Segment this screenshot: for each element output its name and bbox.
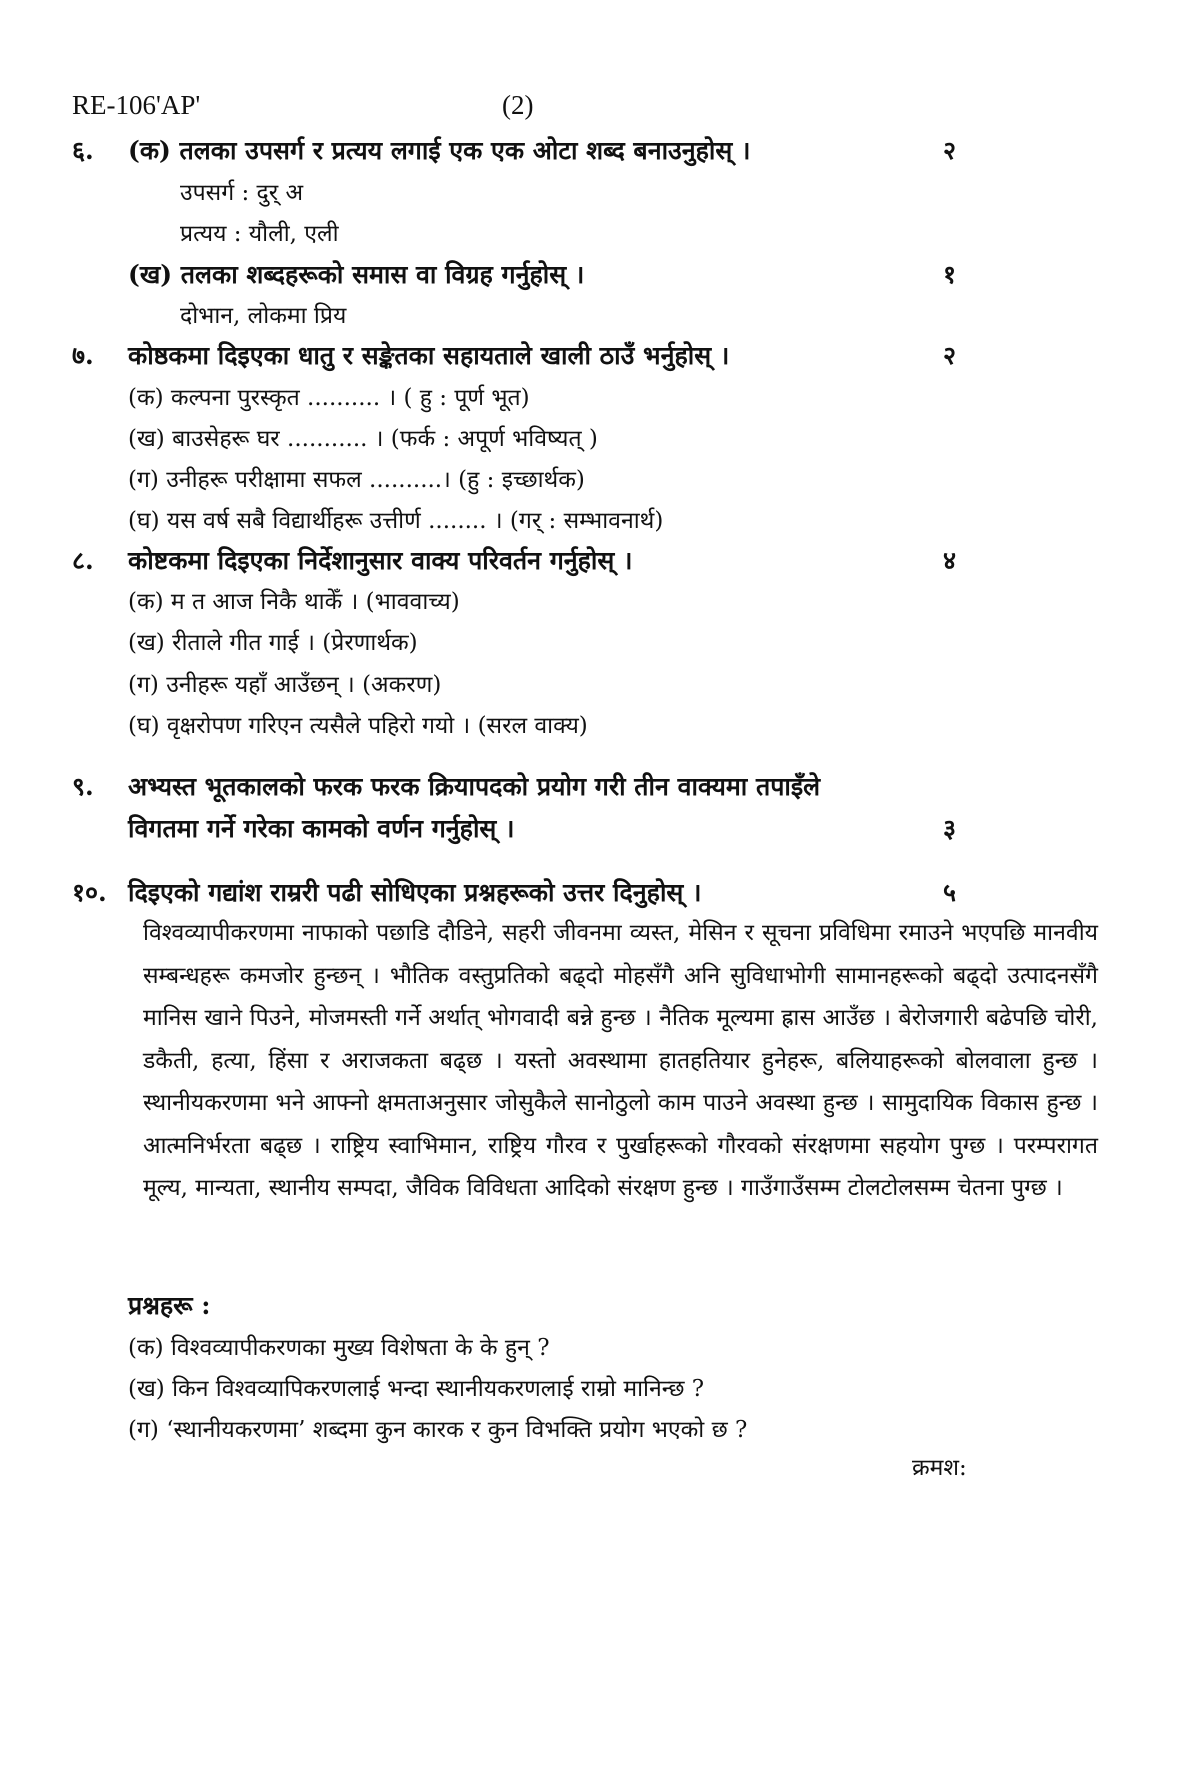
q8-number: ८. <box>72 546 94 575</box>
q10-question: (क) विश्वव्यापीकरणका मुख्य विशेषता के के हुन् ? <box>128 1335 550 1361</box>
page-number: (2) <box>502 90 534 120</box>
q6-kha-title: (ख) तलका शब्दहरूको समास वा विग्रह गर्नुहोस् । <box>128 260 585 289</box>
q8-item: (ग) उनीहरू यहाँ आउँछन् । (अकरण) <box>128 672 442 698</box>
q8-title: कोष्टकमा दिइएका निर्देशानुसार वाक्य परिवर्तन गर्नुहोस् । <box>128 546 633 575</box>
q7-item: (ख) बाउसेहरू घर ........... । (फर्क : अपूर्ण भविष्यत् ) <box>128 426 598 452</box>
q10-question: (ख) किन विश्वव्यापिकरणलाई भन्दा स्थानीयकरणलाई राम्रो मानिन्छ ? <box>128 1376 705 1402</box>
q6-ka-title: (क) तलका उपसर्ग र प्रत्यय लगाई एक एक ओटा शब्द बनाउनुहोस् । <box>128 136 751 165</box>
q7-number: ७. <box>72 341 94 370</box>
q10-question: (ग) ‘स्थानीयकरणमा’ शब्दमा कुन कारक र कुन विभक्ति प्रयोग भएको छ ? <box>128 1417 748 1443</box>
q10-number: १०. <box>72 878 107 907</box>
exam-code: RE-106'AP' <box>72 90 201 120</box>
q9-marks: ३ <box>943 814 957 843</box>
q7-item: (क) कल्पना पुरस्कृत .......... । ( हु : पूर्ण भूत) <box>128 385 530 411</box>
q8-item: (क) म त आज निकै थाकेँ । (भाववाच्य) <box>128 589 460 615</box>
q7-item: (ग) उनीहरू परीक्षामा सफल ..........। (हु : इच्छार्थक) <box>128 467 585 493</box>
q7-item: (घ) यस वर्ष सबै विद्यार्थीहरू उत्तीर्ण ........ । (गर् : सम्भावनार्थ) <box>128 508 664 534</box>
q6-pratyay: प्रत्यय : यौली, एली <box>180 221 339 247</box>
q9-line1: अभ्यस्त भूतकालको फरक फरक क्रियापदको प्रयोग गरी तीन वाक्यमा तपाइँले <box>128 772 821 801</box>
q10-title: दिइएको गद्यांश राम्ररी पढी सोधिएका प्रश्नहरूको उत्तर दिनुहोस् । <box>128 878 702 907</box>
q8-item: (ख) रीताले गीत गाई । (प्रेरणार्थक) <box>128 630 418 656</box>
q10-passage: विश्वव्यापीकरणमा नाफाको पछाडि दौडिने, सहरी जीवनमा व्यस्त, मेसिन र सूचना प्रविधिमा रमाउने भएपछि मानवीय सम्बन्धहरू कमजोर हुन्छन् । भौतिक वस्तुप्रतिको बढ्दो मोहसँगै अनि सुविधाभोगी सामानहरूको बढ्दो उत्पादनसँगै मानिस खाने पिउने, मोजमस्ती गर्ने अर्थात् भोगवादी बन्ने हुन्छ । नैतिक मूल्यमा ह्रास आउँछ । बेरोजगारी बढेपछि चोरी, डकैती, हत्या, हिंसा र अराजकता बढ्छ । यस्तो अवस्थामा हातहतियार हुनेहरू, बलियाहरूको बोलवाला हुन्छ । स्थानीयकरणमा भने आफ्नो क्षमताअनुसार जोसुकैले सानोठुलो काम पाउने अवस्था हुन्छ । सामुदायिक विकास हुन्छ । आत्मनिर्भरता बढ्छ । राष्ट्रिय स्वाभिमान, राष्ट्रिय गौरव र पुर्खाहरूको गौरवको संरक्षणमा सहयोग पुग्छ । परम्परागत मूल्य, मान्यता, स्थानीय सम्पदा, जैविक विविधता आदिको संरक्षण हुन्छ । गाउँगाउँसम्म टोलटोलसम्म चेतना पुग्छ । <box>143 920 1098 1201</box>
q6-ka-marks: २ <box>943 136 957 165</box>
q6-kha-words: दोभान, लोकमा प्रिय <box>180 303 347 329</box>
q6-upsarga: उपसर्ग : दुर् अ <box>180 180 304 206</box>
q6-number: ६. <box>72 136 94 165</box>
q8-item: (घ) वृक्षरोपण गरिएन त्यसैले पहिरो गयो । (सरल वाक्य) <box>128 713 588 739</box>
q7-title: कोष्ठकमा दिइएका धातु र सङ्केतका सहायताले खाली ठाउँ भर्नुहोस् । <box>128 341 730 370</box>
q9-line2: विगतमा गर्ने गरेका कामको वर्णन गर्नुहोस् । <box>128 814 515 843</box>
q6-kha-marks: १ <box>943 260 957 289</box>
q10-marks: ५ <box>943 878 957 907</box>
q8-marks: ४ <box>943 546 957 575</box>
q9-number: ९. <box>72 772 94 801</box>
q10-questions-label: प्रश्नहरू : <box>128 1291 211 1320</box>
q7-marks: २ <box>943 341 957 370</box>
continued-label: क्रमश: <box>912 1455 967 1481</box>
